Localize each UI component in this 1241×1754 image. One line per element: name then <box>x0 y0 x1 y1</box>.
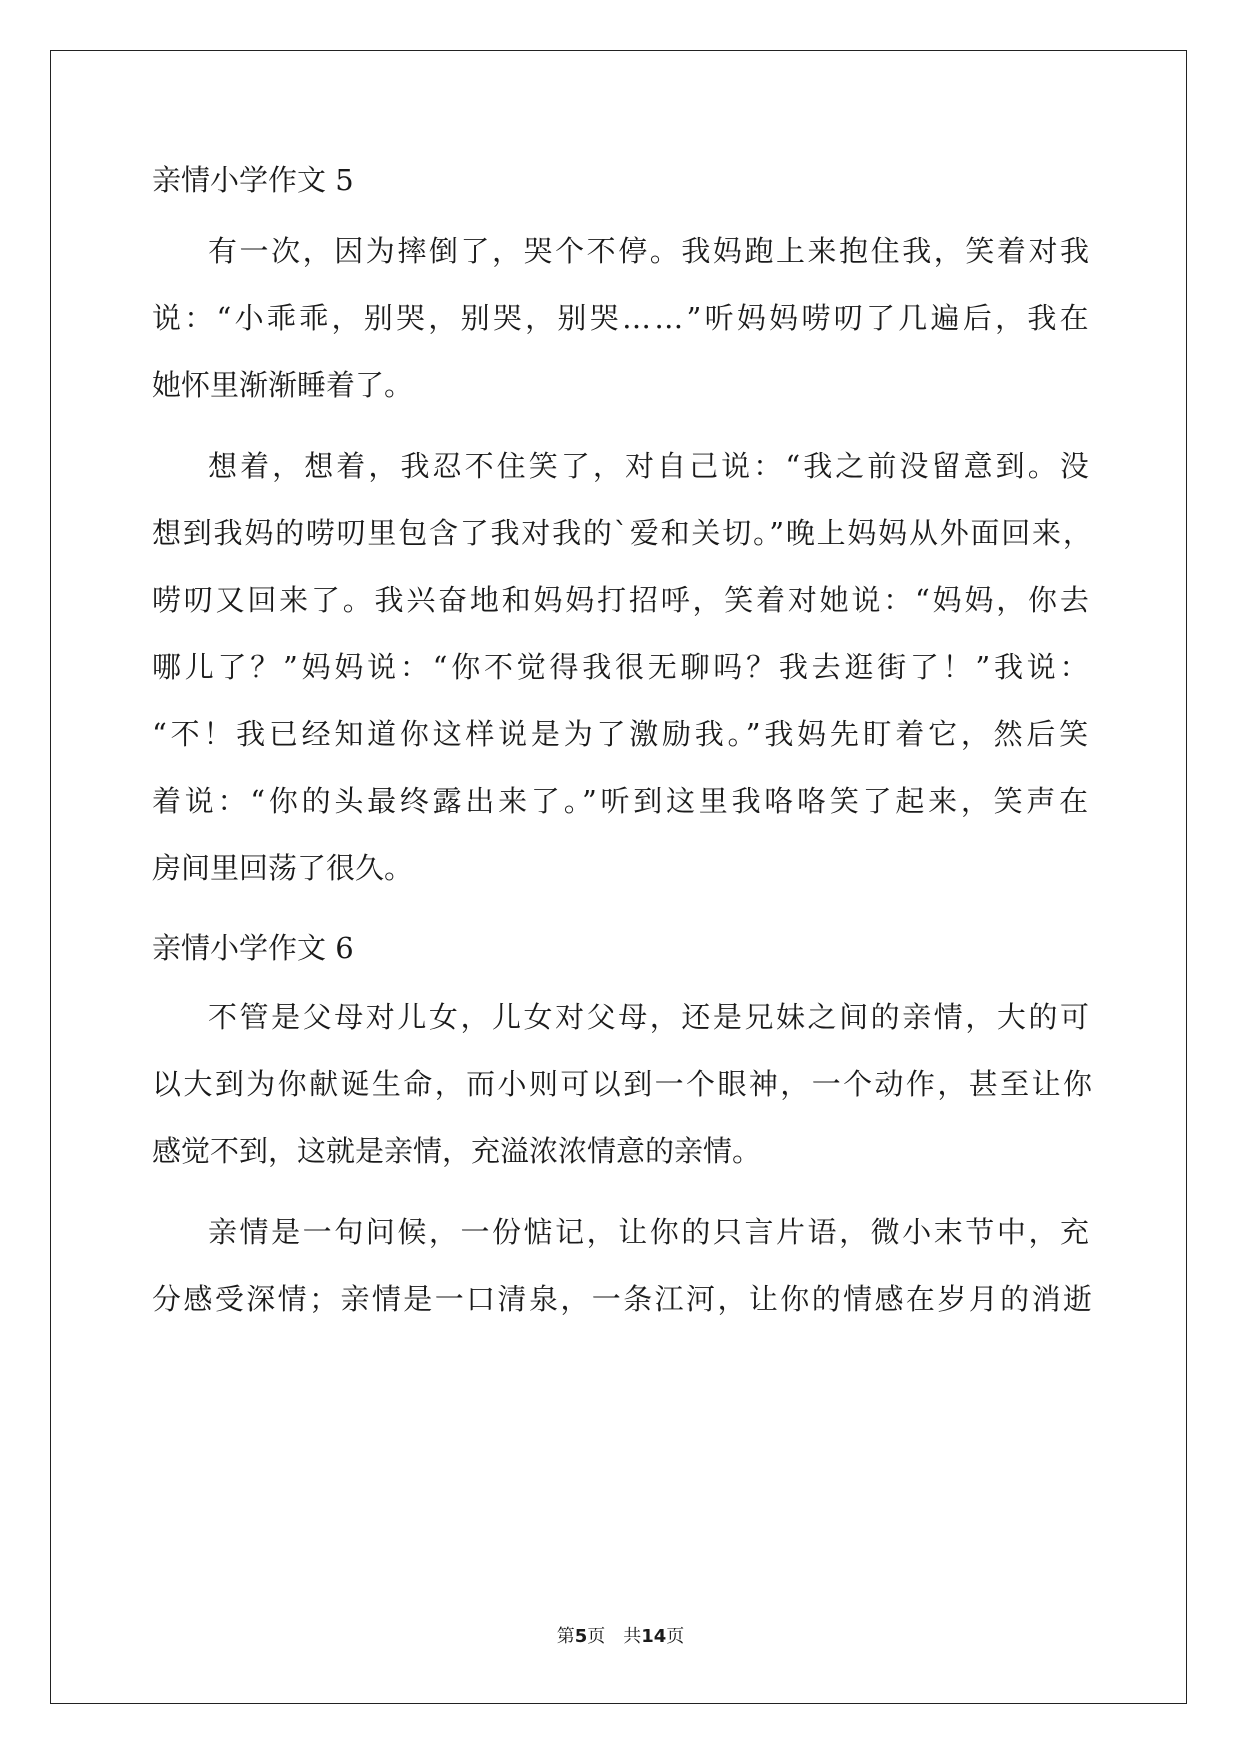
paragraph-line: 不管是父母对儿女，儿女对父母，还是兄妹之间的亲情，大的可 <box>208 1000 1092 1034</box>
paragraph-line: 分感受深情；亲情是一口清泉，一条江河，让你的情感在岁月的消逝 <box>152 1282 1095 1316</box>
current-page-number: 5 <box>574 1626 588 1647</box>
paragraph-line: 想到我妈的唠叨里包含了我对我的`爱和关切。”晚上妈妈从外面回来， <box>152 516 1094 550</box>
paragraph-line: 亲情是一句问候，一份惦记，让你的只言片语，微小末节中，充 <box>208 1215 1092 1249</box>
total-pages-number: 14 <box>641 1626 667 1647</box>
footer-suffix: 页 <box>666 1626 685 1647</box>
section-heading: 亲情小学作文 6 <box>152 931 354 965</box>
paragraph-line: 说：“小乖乖，别哭，别哭，别哭……”听妈妈唠叨了几遍后，我在 <box>152 301 1092 335</box>
paragraph-line: 她怀里渐渐睡着了。 <box>152 368 414 402</box>
paragraph-line: 唠叨又回来了。我兴奋地和妈妈打招呼，笑着对她说：“妈妈，你去 <box>152 583 1092 617</box>
paragraph-line: 着说：“你的头最终露出来了。”听到这里我咯咯笑了起来，笑声在 <box>152 784 1092 818</box>
paragraph-line: 哪儿了？”妈妈说：“你不觉得我很无聊吗？我去逛街了！”我说： <box>152 650 1093 684</box>
footer-mid: 页 共 <box>587 1626 642 1647</box>
paragraph-line: 感觉不到，这就是亲情，充溢浓浓情意的亲情。 <box>152 1134 762 1168</box>
paragraph-line: “不！我已经知道你这样说是为了激励我。”我妈先盯着它，然后笑 <box>152 717 1092 751</box>
footer-prefix: 第 <box>556 1626 575 1647</box>
section-heading: 亲情小学作文 5 <box>152 163 354 197</box>
paragraph-line: 有一次，因为摔倒了，哭个不停。我妈跑上来抱住我，笑着对我 <box>208 234 1092 268</box>
page-footer <box>0 1622 1241 1648</box>
paragraph-line: 以大到为你献诞生命，而小则可以到一个眼神，一个动作，甚至让你 <box>152 1067 1095 1101</box>
paragraph-line: 想着，想着，我忍不住笑了，对自己说：“我之前没留意到。没 <box>208 449 1092 483</box>
paragraph-line: 房间里回荡了很久。 <box>152 851 414 885</box>
